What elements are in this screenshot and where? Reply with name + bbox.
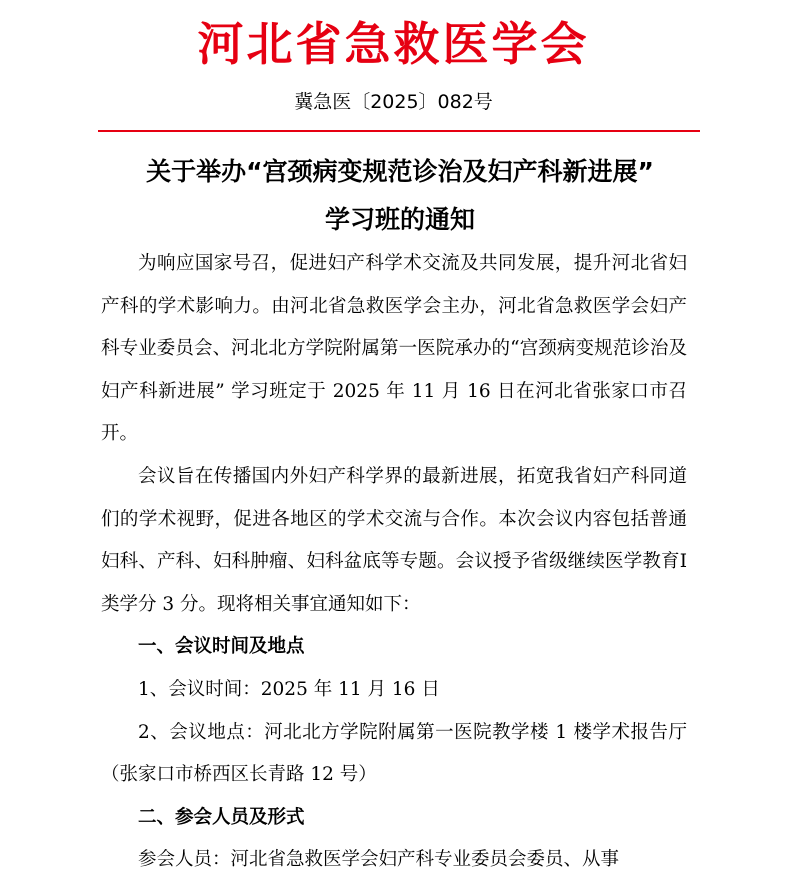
section-heading-attendees: 二、参会人员及形式 <box>138 806 305 828</box>
notice-body <box>101 243 687 882</box>
notice-title-line-2: 学习班的通知 <box>324 205 475 234</box>
notice-title <box>90 148 710 244</box>
paragraph-intro: 为响应国家号召，促进妇产科学术交流及共同发展，提升河北省妇产科的学术影响力。由河北省急救医学会主办，河北省急救医学会妇产科专业委员会、河北北方学院附属第一医院承办的“宫颈病变规范诊治及妇产科新进展” 学习班定于 2025 年 11 月 16 日在河北省张家口市召开。 <box>101 253 687 445</box>
paragraph-purpose: 会议旨在传播国内外妇产科学界的最新进展，拓宽我省妇产科同道们的学术视野，促进各地区的学术交流与合作。本次会议内容包括普通妇科、产科、妇科肿瘤、妇科盆底等专题。会议授予省级继续医学教育Ⅰ类学分 3 分。现将相关事宜通知如下： <box>101 465 687 615</box>
organization-title: 河北省急救医学会 <box>197 17 590 71</box>
section-heading-time-location: 一、会议时间及地点 <box>138 636 305 658</box>
item-meeting-time: 1、会议时间：2025 年 11 月 16 日 <box>138 678 440 700</box>
red-divider-line <box>98 130 700 132</box>
document-number: 冀急医〔2025〕082号 <box>294 91 493 113</box>
paragraph-attendees: 参会人员：河北省急救医学会妇产科专业委员会委员、从事 <box>138 849 620 871</box>
notice-title-line-1: 关于举办“宫颈病变规范诊治及妇产科新进展” <box>146 157 654 186</box>
item-meeting-location: 2、会议地点：河北北方学院附属第一医院教学楼 1 楼学术报告厅（张家口市桥西区长青路 12 号） <box>101 721 687 786</box>
